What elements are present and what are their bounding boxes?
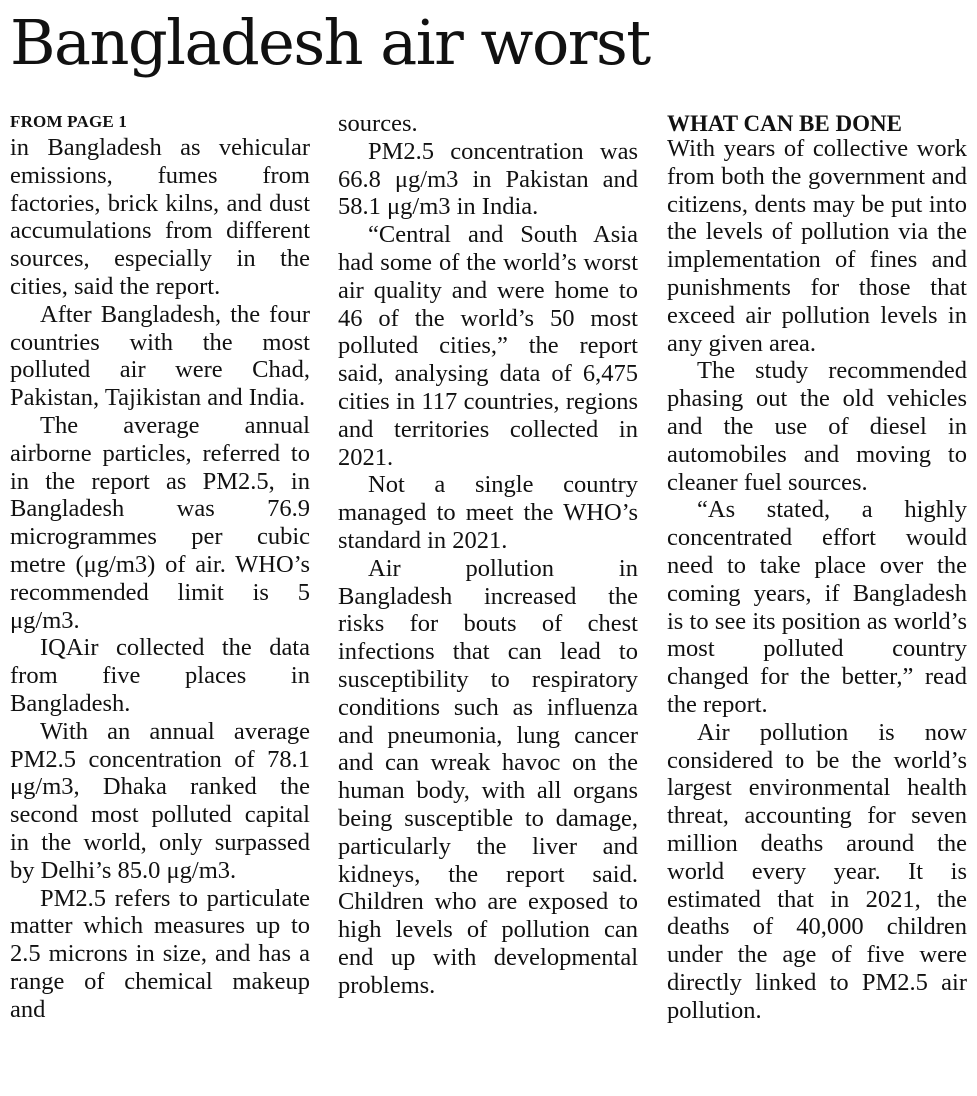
article-paragraph: “Central and South Asia had some of the world’s worst air quality and were home to 46 of the world’s 50 most polluted cities,” the report said, analysing data of 6,475 cities in 117 countries, regions and territories collected in 2021. (338, 221, 638, 471)
headline: Bangladesh air worst (10, 6, 650, 79)
article-paragraph: The study recommended phasing out the old vehicles and the use of diesel in automobiles and moving to cleaner fuel sources. (667, 357, 967, 496)
article-paragraph: IQAir collected the data from five places in Bangladesh. (10, 634, 310, 717)
section-subhead: WHAT CAN BE DONE (667, 111, 902, 136)
article-paragraph: sources. (338, 110, 418, 137)
article-paragraph: With an annual average PM2.5 concentration of 78.1 μg/m3, Dhaka ranked the second most polluted capital in the world, only surpassed by Delhi’s 85.0 μg/m3. (10, 717, 310, 884)
article-column-3 (667, 110, 967, 1025)
article-column-2 (338, 110, 638, 1000)
article-paragraph: in Bangladesh as vehicular emissions, fumes from factories, brick kilns, and dust accumulations from different sources, especially in the cities, said the report. (10, 134, 310, 300)
article-paragraph: PM2.5 concentration was 66.8 μg/m3 in Pakistan and 58.1 μg/m3 in India. (338, 137, 638, 221)
article-paragraph: PM2.5 refers to particulate matter which measures up to 2.5 microns in size, and has a range of chemical makeup and (10, 884, 310, 1023)
article-paragraph: The average annual airborne particles, referred to in the report as PM2.5, in Bangladesh was 76.9 microgrammes per cubic metre (μg/m3) of air. WHO’s recommended limit is 5 μg/m3. (10, 411, 310, 634)
article-paragraph: Not a single country managed to meet the WHO’s standard in 2021. (338, 471, 638, 554)
article-paragraph: “As stated, a highly concentrated effort would need to take place over the coming years, if Bangladesh is to see its position as world’s most polluted country changed for the better,” read the report. (667, 496, 967, 718)
article-column-1 (10, 110, 310, 1024)
article-paragraph: Air pollution in Bangladesh increased the risks for bouts of chest infections that can lead to susceptibility to respiratory conditions such as influenza and pneumonia, lung cancer and can wreak havoc on the human body, with all organs being susceptible to damage, particularly the liver and kidneys, the report said. Children who are exposed to high levels of pollution can end up with developmental problems. (338, 554, 638, 999)
continued-from-page-label: FROM PAGE 1 (10, 112, 128, 131)
article-paragraph: Air pollution is now considered to be the world’s largest environmental health threat, accounting for seven million deaths around the world every year. It is estimated that in 2021, the deaths of 40,000 children under the age of five were directly linked to PM2.5 air pollution. (667, 718, 967, 1024)
article-paragraph: With years of collective work from both the government and citizens, dents may be put into the levels of pollution via the implementation of fines and punishments for those that exceed air pollution levels in any given area. (667, 135, 967, 357)
article-paragraph: After Bangladesh, the four countries with the most polluted air were Chad, Pakistan, Tajikistan and India. (10, 300, 310, 412)
